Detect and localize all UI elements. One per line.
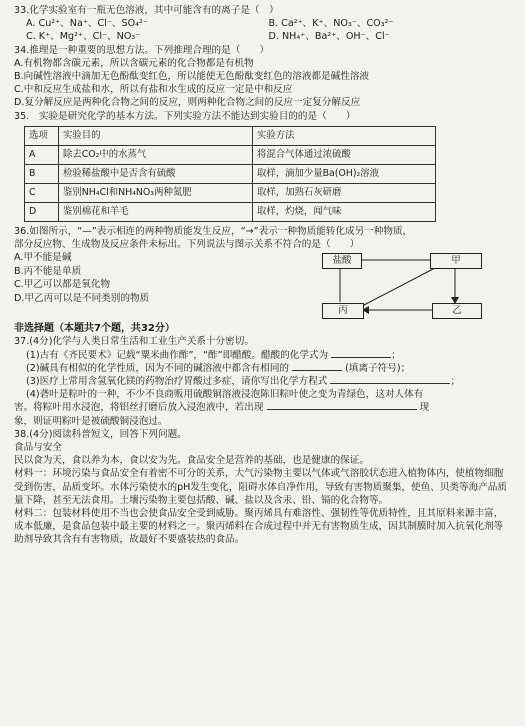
table-row[interactable] xyxy=(25,202,436,221)
q37-part-4b-end: 现 xyxy=(419,402,430,414)
row-b-option: B xyxy=(25,164,59,183)
row-b-method: 取样，滴加少量Ba(OH)₂溶液 xyxy=(253,164,436,183)
q33-stem: 33.化学实验室有一瓶无色溶液，其中可能含有的离子是（ ） xyxy=(14,5,279,16)
q37-part-3: (3)医疗上常用含氢氧化镁的药物治疗胃酸过多症，请你写出化学方程式 ； xyxy=(26,376,461,388)
q36-options xyxy=(14,251,149,305)
q37-stem: 37.(4分)化学与人类日常生活和工业生产关系十分密切。 xyxy=(14,336,254,348)
header-method: 实验方法 xyxy=(253,126,436,145)
q36-option-b[interactable]: B.丙不能是单质 xyxy=(14,265,82,277)
q36-option-c[interactable]: C.甲乙可以都是氧化物 xyxy=(14,279,111,291)
q37-part-1: (1)古有《齐民要术》记载“粟米曲作酢”，“酢”即醋酸。醋酸的化学式为 ； xyxy=(26,349,401,361)
row-a-option: A xyxy=(25,145,59,164)
q34-option-c[interactable]: C.中和反应生成盐和水，所以有盐和水生成的反应一定是中和反应 xyxy=(14,84,293,96)
q36-option-a[interactable]: A.甲不能是碱 xyxy=(14,252,72,264)
q37-answer-1[interactable] xyxy=(331,357,391,358)
diagram-box-bing: 丙 xyxy=(322,303,364,319)
row-d-option: D xyxy=(25,202,59,221)
q37-part-3-text: (3)医疗上常用含氢氧化镁的药物治疗胃酸过多症，请你写出化学方程式 xyxy=(26,376,328,388)
header-option: 选项 xyxy=(25,126,59,145)
q37-part-4d: 象，则证明粽叶是被硫酸铜浸泡过。 xyxy=(14,415,168,427)
q37-answer-3[interactable] xyxy=(330,383,450,384)
q36-stem-line-1: 36.如图所示，“—”表示相连的两种物质能发生反应，“→”表示一种物质能转化成另一种物质， xyxy=(14,225,413,237)
q34-option-d[interactable]: D.复分解反应是两种化合物之间的反应，则两种化合物之间的反应一定复分解反应 xyxy=(14,97,361,109)
q36-body xyxy=(14,251,511,322)
q37-part-4b xyxy=(14,401,511,414)
q37-part-4a: (4)砻叶是粽叶的一种，不少不良商贩用硫酸铜溶液浸泡陈旧粽叶使之变为青绿色，这对人体有 xyxy=(26,389,424,401)
q35-table xyxy=(24,126,436,222)
q34-option-a[interactable]: A.有机物都含碳元素，所以含碳元素的化合物都是有机物 xyxy=(14,57,254,69)
diagram-box-yi: 乙 xyxy=(432,303,482,319)
row-d-purpose: 鉴别棉花和羊毛 xyxy=(59,202,253,221)
row-d-method: 取样，灼烧，闻气味 xyxy=(253,202,436,221)
row-b-purpose: 检验稀盐酸中是否含有硫酸 xyxy=(59,164,253,183)
q37-answer-4[interactable] xyxy=(267,409,417,410)
q38-stem: 38.(4分)阅读科普短文，回答下列问题。 xyxy=(14,428,187,440)
section-title: 非选择题（本题共7个题，共32分） xyxy=(14,323,175,335)
q37-answer-2[interactable] xyxy=(292,370,342,371)
q36-stem-line-2: 部分反应物、生成物及反应条件未标出。下列说法与图示关系不符合的是（ ） xyxy=(14,239,360,251)
q37-part-4b-text: 害。将粽叶用水浸泡，将铝丝打磨后放入浸泡液中，若出现 xyxy=(14,402,264,414)
q38-material-1: 材料一：环境污染与食品安全有着密不可分的关系，大气污染物主要以气体或气溶胶状态进入植物体内，使植物细胞受到伤害，品质变坏。水体污染使水的pH发生变化，阻碍水体自净作用，导致有害物质聚集，使鱼、贝类等海产品质量下降，甚至无法食用。土壤污染物主要包括酸、碱、盐以及含汞、铅、镉的化合物等。 xyxy=(14,468,507,506)
row-a-purpose: 除去CO₂中的水蒸气 xyxy=(59,145,253,164)
q34-stem: 34.推理是一种重要的思想方法。下列推理合理的是（ ） xyxy=(14,44,270,56)
row-c-method: 取样，加熟石灰研磨 xyxy=(253,183,436,202)
q38-material-2: 材料二：包装材料使用不当也会使食品安全受到威胁。聚丙烯具有难溶性、强韧性等优质特性，且其原料来源丰富，成本低廉，是食品包装中最主要的材料之一。聚丙烯料在合成过程中并无有害物质生成，因其制膜时加入抗氧化剂等助剂导致其含有有害物质，故最好不要盛装热的食品。 xyxy=(14,508,504,546)
q37-part-2 xyxy=(14,362,511,375)
q38-intro: 民以食为天，食以养为本，食以安为先。食品安全是营养的基础，也是健康的保证。 xyxy=(14,455,369,467)
q37-part-2-hint: (填离子符号)； xyxy=(345,362,411,374)
diagram-box-hcl: 盐酸 xyxy=(322,253,362,269)
row-c-option: C xyxy=(25,183,59,202)
q35-stem: 35. 实验是研究化学的基本方法。下列实验方法不能达到实验目的的是（ ） xyxy=(14,110,356,122)
q33-option-a[interactable]: A. Cu²⁺、Na⁺、Cl⁻、SO₄²⁻ xyxy=(26,18,148,30)
header-purpose: 实验目的 xyxy=(59,126,253,145)
table-row[interactable] xyxy=(25,164,436,183)
table-header-row xyxy=(25,126,436,145)
table-row[interactable] xyxy=(25,145,436,164)
q34-option-b[interactable]: B.向碱性溶液中滴加无色酚酞变红色，所以能使无色酚酞变红色的溶液都是碱性溶液 xyxy=(14,71,370,83)
q33-options-row-1 xyxy=(14,17,511,30)
q37-part-2-text: (2)碱具有相似的化学性质，因为不同的碱溶液中都含有相同的 xyxy=(26,362,290,374)
table-row[interactable] xyxy=(25,183,436,202)
q33-option-c[interactable]: C. K⁺、Mg²⁺、Cl⁻、NO₃⁻ xyxy=(26,31,141,43)
q33-option-b[interactable]: B. Ca²⁺、K⁺、NO₃⁻、CO₃²⁻ xyxy=(268,18,394,30)
q33-option-d[interactable]: D. NH₄⁺、Ba²⁺、OH⁻、Cl⁻ xyxy=(268,31,390,43)
q37-part-1-text: (1)古有《齐民要术》记载“粟米曲作酢”，“酢”即醋酸。醋酸的化学式为 xyxy=(26,349,329,361)
q38-article-title: 食品与安全 xyxy=(14,442,62,454)
row-c-purpose: 鉴别NH₄Cl和NH₄NO₃两种氮肥 xyxy=(59,183,253,202)
q36-option-d[interactable]: D.甲乙丙可以是不同类别的物质 xyxy=(14,292,150,304)
row-a-method: 将混合气体通过浓硫酸 xyxy=(253,145,436,164)
q33-options-row-2 xyxy=(14,30,511,43)
q36-relation-diagram xyxy=(320,251,490,321)
diagram-box-jia: 甲 xyxy=(430,253,482,269)
